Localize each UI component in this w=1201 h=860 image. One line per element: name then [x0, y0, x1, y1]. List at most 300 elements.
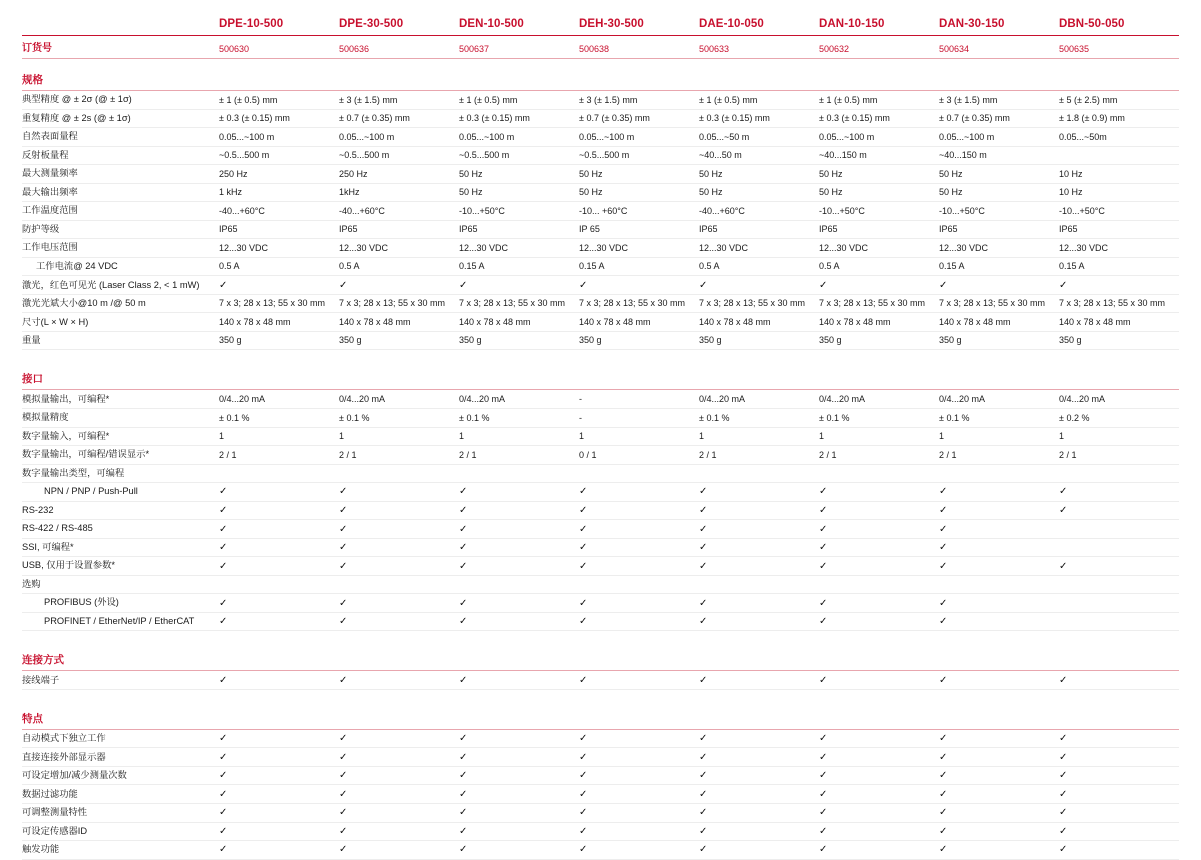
cell-dpe-10-500: 140 x 78 x 48 mm — [219, 313, 339, 332]
cell-dae-10-050: 1 — [699, 427, 819, 446]
header-label-blank — [22, 18, 219, 36]
cell-dan-10-150: 0.5 A — [819, 257, 939, 276]
check-icon: ✓ — [1059, 560, 1068, 572]
column-header-deh-30-500: DEH-30-500 — [579, 18, 699, 36]
cell-dpe-30-500: 0.05...~100 m — [339, 128, 459, 147]
cell-dae-10-050: -40...+60°C — [699, 202, 819, 221]
check-icon: ✓ — [459, 674, 468, 686]
row-label: 触发功能 — [22, 841, 219, 860]
cell-dae-10-050 — [699, 612, 819, 631]
cell-dpe-30-500 — [339, 538, 459, 557]
cell-dae-10-050: ~40...50 m — [699, 146, 819, 165]
row-label: 激光，红色可见光 (Laser Class 2, < 1 mW) — [22, 276, 219, 295]
check-icon: ✓ — [219, 807, 228, 819]
check-icon: ✓ — [219, 825, 228, 837]
check-icon: ✓ — [579, 504, 588, 516]
cell-den-10-500 — [459, 276, 579, 295]
cell-dpe-30-500 — [339, 766, 459, 785]
row-label: 模拟量精度 — [22, 408, 219, 427]
table-row — [22, 446, 1179, 465]
check-icon: ✓ — [699, 616, 708, 628]
table-row — [22, 841, 1179, 860]
cell-dpe-10-500 — [219, 483, 339, 502]
table-row — [22, 165, 1179, 184]
table-body — [22, 36, 1179, 860]
check-icon: ✓ — [579, 788, 588, 800]
cell-deh-30-500 — [579, 575, 699, 594]
cell-dan-10-150: ± 1 (± 0.5) mm — [819, 91, 939, 110]
check-icon: ✓ — [339, 616, 348, 628]
cell-den-10-500: ± 0.3 (± 0.15) mm — [459, 109, 579, 128]
cell-dpe-30-500: 2 / 1 — [339, 446, 459, 465]
cell-den-10-500 — [459, 483, 579, 502]
cell-dpe-10-500: ± 1 (± 0.5) mm — [219, 91, 339, 110]
cell-dae-10-050: 0/4...20 mA — [699, 390, 819, 409]
cell-dpe-30-500: ~0.5...500 m — [339, 146, 459, 165]
check-icon: ✓ — [339, 844, 348, 856]
cell-dbn-50-050 — [1059, 785, 1179, 804]
check-icon: ✓ — [459, 560, 468, 572]
cell-den-10-500: 1 — [459, 427, 579, 446]
cell-dpe-10-500 — [219, 276, 339, 295]
check-icon: ✓ — [819, 616, 828, 628]
cell-dpe-10-500 — [219, 822, 339, 841]
row-label: 直接连接外部显示器 — [22, 748, 219, 767]
section-header-row — [22, 358, 1179, 390]
cell-dan-30-150: 0.05...~100 m — [939, 128, 1059, 147]
column-header-dbn-50-050: DBN-50-050 — [1059, 18, 1179, 36]
cell-dae-10-050: ± 0.1 % — [699, 408, 819, 427]
row-label: 数字量输出类型，可编程 — [22, 464, 219, 483]
section-title: 规格 — [22, 59, 1179, 91]
cell-dan-30-150: IP65 — [939, 220, 1059, 239]
table-row — [22, 785, 1179, 804]
cell-dpe-30-500: 140 x 78 x 48 mm — [339, 313, 459, 332]
check-icon: ✓ — [579, 733, 588, 745]
cell-dan-10-150 — [819, 464, 939, 483]
cell-dpe-30-500: 1kHz — [339, 183, 459, 202]
check-icon: ✓ — [219, 597, 228, 609]
cell-dae-10-050 — [699, 841, 819, 860]
cell-dbn-50-050: IP65 — [1059, 220, 1179, 239]
row-label: 接线端子 — [22, 671, 219, 690]
cell-deh-30-500: -10... +60°C — [579, 202, 699, 221]
check-icon: ✓ — [459, 523, 468, 535]
cell-dbn-50-050 — [1059, 671, 1179, 690]
column-header-dan-30-150: DAN-30-150 — [939, 18, 1059, 36]
check-icon: ✓ — [459, 825, 468, 837]
cell-deh-30-500 — [579, 729, 699, 748]
check-icon: ✓ — [939, 560, 948, 572]
cell-deh-30-500 — [579, 748, 699, 767]
row-label: 尺寸(L × W × H) — [22, 313, 219, 332]
check-icon: ✓ — [219, 844, 228, 856]
cell-dan-30-150: ± 0.1 % — [939, 408, 1059, 427]
row-label: RS-232 — [22, 501, 219, 520]
spacer-cell — [22, 631, 1179, 640]
table-row — [22, 729, 1179, 748]
check-icon: ✓ — [579, 751, 588, 763]
check-icon: ✓ — [819, 597, 828, 609]
cell-dpe-10-500 — [219, 520, 339, 539]
cell-deh-30-500: 1 — [579, 427, 699, 446]
check-icon: ✓ — [219, 616, 228, 628]
check-icon: ✓ — [699, 597, 708, 609]
cell-dae-10-050: ± 0.3 (± 0.15) mm — [699, 109, 819, 128]
column-header-den-10-500: DEN-10-500 — [459, 18, 579, 36]
cell-dan-30-150 — [939, 575, 1059, 594]
table-row — [22, 671, 1179, 690]
cell-dan-10-150 — [819, 538, 939, 557]
check-icon: ✓ — [339, 807, 348, 819]
cell-dbn-50-050: 1 — [1059, 427, 1179, 446]
table-row — [22, 427, 1179, 446]
check-icon: ✓ — [459, 770, 468, 782]
check-icon: ✓ — [579, 597, 588, 609]
cell-den-10-500 — [459, 804, 579, 823]
cell-deh-30-500 — [579, 557, 699, 576]
cell-deh-30-500: ± 3 (± 1.5) mm — [579, 91, 699, 110]
cell-dpe-10-500 — [219, 671, 339, 690]
cell-dae-10-050: 50 Hz — [699, 183, 819, 202]
check-icon: ✓ — [699, 674, 708, 686]
cell-dpe-10-500 — [219, 575, 339, 594]
cell-dpe-30-500: 12...30 VDC — [339, 239, 459, 258]
check-icon: ✓ — [579, 523, 588, 535]
cell-dpe-10-500 — [219, 557, 339, 576]
cell-dan-10-150 — [819, 575, 939, 594]
cell-dan-30-150: 12...30 VDC — [939, 239, 1059, 258]
cell-dpe-10-500 — [219, 841, 339, 860]
cell-dpe-10-500: ± 0.1 % — [219, 408, 339, 427]
row-label: 反射板量程 — [22, 146, 219, 165]
check-icon: ✓ — [339, 560, 348, 572]
check-icon: ✓ — [579, 770, 588, 782]
check-icon: ✓ — [819, 523, 828, 535]
cell-dpe-10-500: 1 — [219, 427, 339, 446]
check-icon: ✓ — [459, 279, 468, 291]
cell-dan-30-150: ± 3 (± 1.5) mm — [939, 91, 1059, 110]
cell-den-10-500: ± 1 (± 0.5) mm — [459, 91, 579, 110]
cell-dbn-50-050 — [1059, 538, 1179, 557]
table-row — [22, 594, 1179, 613]
table-row — [22, 748, 1179, 767]
cell-dbn-50-050 — [1059, 520, 1179, 539]
column-header-dan-10-150: DAN-10-150 — [819, 18, 939, 36]
row-label: 订货号 — [22, 36, 219, 59]
cell-dae-10-050: 350 g — [699, 331, 819, 350]
cell-dan-10-150: -10...+50°C — [819, 202, 939, 221]
cell-dan-10-150: ± 0.1 % — [819, 408, 939, 427]
cell-dpe-30-500: 7 x 3; 28 x 13; 55 x 30 mm — [339, 294, 459, 313]
cell-dae-10-050: IP65 — [699, 220, 819, 239]
check-icon: ✓ — [699, 504, 708, 516]
check-icon: ✓ — [339, 733, 348, 745]
column-header-dae-10-050: DAE-10-050 — [699, 18, 819, 36]
cell-den-10-500 — [459, 612, 579, 631]
cell-dan-10-150 — [819, 483, 939, 502]
cell-dan-30-150 — [939, 748, 1059, 767]
check-icon: ✓ — [1059, 674, 1068, 686]
check-icon: ✓ — [339, 674, 348, 686]
cell-dae-10-050: 12...30 VDC — [699, 239, 819, 258]
cell-dan-10-150 — [819, 671, 939, 690]
check-icon: ✓ — [459, 597, 468, 609]
section-title: 连接方式 — [22, 639, 1179, 671]
row-label: 工作电压范围 — [22, 239, 219, 258]
cell-dpe-10-500: 350 g — [219, 331, 339, 350]
check-icon: ✓ — [699, 486, 708, 498]
cell-dbn-50-050: 0.05...~50m — [1059, 128, 1179, 147]
row-label: 重复精度 @ ± 2s (@ ± 1σ) — [22, 109, 219, 128]
cell-dbn-50-050 — [1059, 822, 1179, 841]
cell-deh-30-500: 350 g — [579, 331, 699, 350]
check-icon: ✓ — [459, 751, 468, 763]
section-header-row — [22, 639, 1179, 671]
cell-dbn-50-050 — [1059, 729, 1179, 748]
row-label: 选购 — [22, 575, 219, 594]
table-row — [22, 183, 1179, 202]
table-row — [22, 408, 1179, 427]
cell-dan-10-150 — [819, 785, 939, 804]
cell-dae-10-050: 0.05...~50 m — [699, 128, 819, 147]
cell-dpe-10-500: 0.05...~100 m — [219, 128, 339, 147]
row-label: RS-422 / RS-485 — [22, 520, 219, 539]
cell-dbn-50-050 — [1059, 804, 1179, 823]
cell-den-10-500 — [459, 464, 579, 483]
cell-deh-30-500: 0 / 1 — [579, 446, 699, 465]
cell-dpe-30-500: -40...+60°C — [339, 202, 459, 221]
cell-dpe-30-500: 0/4...20 mA — [339, 390, 459, 409]
cell-deh-30-500 — [579, 822, 699, 841]
cell-dpe-10-500 — [219, 766, 339, 785]
cell-dbn-50-050 — [1059, 594, 1179, 613]
cell-dpe-30-500 — [339, 785, 459, 804]
cell-dae-10-050 — [699, 276, 819, 295]
cell-dbn-50-050 — [1059, 464, 1179, 483]
check-icon: ✓ — [939, 751, 948, 763]
check-icon: ✓ — [219, 770, 228, 782]
cell-deh-30-500 — [579, 671, 699, 690]
check-icon: ✓ — [339, 486, 348, 498]
cell-dbn-50-050: 350 g — [1059, 331, 1179, 350]
cell-dae-10-050 — [699, 804, 819, 823]
check-icon: ✓ — [819, 504, 828, 516]
cell-dpe-10-500: 250 Hz — [219, 165, 339, 184]
cell-dpe-30-500 — [339, 612, 459, 631]
row-label: SSI, 可编程* — [22, 538, 219, 557]
specification-table — [22, 18, 1179, 860]
cell-dpe-30-500: IP65 — [339, 220, 459, 239]
check-icon: ✓ — [939, 674, 948, 686]
cell-den-10-500: 0/4...20 mA — [459, 390, 579, 409]
check-icon: ✓ — [939, 788, 948, 800]
cell-dan-30-150 — [939, 766, 1059, 785]
check-icon: ✓ — [579, 560, 588, 572]
cell-dbn-50-050 — [1059, 146, 1179, 165]
cell-deh-30-500 — [579, 841, 699, 860]
cell-dae-10-050 — [699, 483, 819, 502]
cell-dpe-30-500 — [339, 822, 459, 841]
row-label: 最大输出频率 — [22, 183, 219, 202]
cell-dan-30-150 — [939, 804, 1059, 823]
check-icon: ✓ — [459, 788, 468, 800]
row-label: 自动模式下独立工作 — [22, 729, 219, 748]
table-row — [22, 313, 1179, 332]
check-icon: ✓ — [939, 279, 948, 291]
cell-dpe-10-500: 500630 — [219, 36, 339, 59]
table-row — [22, 146, 1179, 165]
cell-dpe-30-500 — [339, 520, 459, 539]
cell-dpe-10-500 — [219, 538, 339, 557]
cell-dbn-50-050: 7 x 3; 28 x 13; 55 x 30 mm — [1059, 294, 1179, 313]
table-spacer-row — [22, 689, 1179, 698]
cell-dbn-50-050: 140 x 78 x 48 mm — [1059, 313, 1179, 332]
cell-dan-30-150: 50 Hz — [939, 183, 1059, 202]
cell-den-10-500 — [459, 766, 579, 785]
cell-dpe-10-500 — [219, 612, 339, 631]
cell-dbn-50-050: 10 Hz — [1059, 183, 1179, 202]
check-icon: ✓ — [1059, 751, 1068, 763]
table-row — [22, 109, 1179, 128]
cell-deh-30-500 — [579, 483, 699, 502]
cell-dan-10-150: 0.05...~100 m — [819, 128, 939, 147]
cell-den-10-500 — [459, 594, 579, 613]
check-icon: ✓ — [459, 486, 468, 498]
cell-deh-30-500: 12...30 VDC — [579, 239, 699, 258]
cell-dan-10-150 — [819, 557, 939, 576]
check-icon: ✓ — [819, 788, 828, 800]
cell-dan-10-150: 500632 — [819, 36, 939, 59]
row-label: 可调整测量特性 — [22, 804, 219, 823]
cell-dpe-10-500: 12...30 VDC — [219, 239, 339, 258]
check-icon: ✓ — [819, 807, 828, 819]
cell-dan-30-150 — [939, 501, 1059, 520]
cell-dpe-30-500 — [339, 575, 459, 594]
cell-dbn-50-050 — [1059, 483, 1179, 502]
check-icon: ✓ — [699, 751, 708, 763]
cell-dae-10-050: 50 Hz — [699, 165, 819, 184]
cell-deh-30-500 — [579, 276, 699, 295]
check-icon: ✓ — [219, 788, 228, 800]
row-label: 数字量输出，可编程/错误显示* — [22, 446, 219, 465]
check-icon: ✓ — [1059, 844, 1068, 856]
cell-dan-30-150 — [939, 483, 1059, 502]
check-icon: ✓ — [819, 279, 828, 291]
check-icon: ✓ — [939, 825, 948, 837]
cell-den-10-500 — [459, 671, 579, 690]
cell-dpe-10-500: 2 / 1 — [219, 446, 339, 465]
cell-dbn-50-050: ± 1.8 (± 0.9) mm — [1059, 109, 1179, 128]
cell-den-10-500: 12...30 VDC — [459, 239, 579, 258]
check-icon: ✓ — [699, 807, 708, 819]
cell-dan-10-150 — [819, 276, 939, 295]
cell-dae-10-050 — [699, 785, 819, 804]
check-icon: ✓ — [339, 542, 348, 554]
cell-dbn-50-050 — [1059, 748, 1179, 767]
cell-dan-10-150: 2 / 1 — [819, 446, 939, 465]
cell-dpe-30-500: ± 3 (± 1.5) mm — [339, 91, 459, 110]
cell-dan-30-150: 7 x 3; 28 x 13; 55 x 30 mm — [939, 294, 1059, 313]
cell-dae-10-050 — [699, 729, 819, 748]
cell-deh-30-500: IP 65 — [579, 220, 699, 239]
table-row — [22, 766, 1179, 785]
row-label: 工作温度范围 — [22, 202, 219, 221]
check-icon: ✓ — [219, 751, 228, 763]
cell-den-10-500: 500637 — [459, 36, 579, 59]
check-icon: ✓ — [459, 616, 468, 628]
row-label: 典型精度 @ ± 2σ (@ ± 1σ) — [22, 91, 219, 110]
section-header-row — [22, 59, 1179, 91]
check-icon: ✓ — [699, 279, 708, 291]
row-label: 重量 — [22, 331, 219, 350]
cell-dpe-10-500 — [219, 804, 339, 823]
cell-dpe-30-500: 500636 — [339, 36, 459, 59]
cell-deh-30-500 — [579, 766, 699, 785]
check-icon: ✓ — [339, 770, 348, 782]
cell-dan-30-150 — [939, 612, 1059, 631]
cell-dan-30-150: 500634 — [939, 36, 1059, 59]
spacer-cell — [22, 689, 1179, 698]
cell-deh-30-500: - — [579, 390, 699, 409]
check-icon: ✓ — [219, 523, 228, 535]
check-icon: ✓ — [579, 844, 588, 856]
cell-dan-10-150: 50 Hz — [819, 183, 939, 202]
check-icon: ✓ — [939, 486, 948, 498]
cell-dbn-50-050 — [1059, 766, 1179, 785]
cell-dbn-50-050: 2 / 1 — [1059, 446, 1179, 465]
cell-dpe-30-500 — [339, 276, 459, 295]
cell-dbn-50-050 — [1059, 612, 1179, 631]
row-label: 工作电流@ 24 VDC — [22, 257, 219, 276]
check-icon: ✓ — [1059, 279, 1068, 291]
row-label: PROFIBUS (外设) — [22, 594, 219, 613]
check-icon: ✓ — [339, 788, 348, 800]
cell-dae-10-050 — [699, 501, 819, 520]
cell-dae-10-050 — [699, 766, 819, 785]
check-icon: ✓ — [819, 733, 828, 745]
check-icon: ✓ — [819, 674, 828, 686]
cell-dpe-10-500: 7 x 3; 28 x 13; 55 x 30 mm — [219, 294, 339, 313]
cell-deh-30-500 — [579, 804, 699, 823]
cell-den-10-500: 350 g — [459, 331, 579, 350]
order-number-row — [22, 36, 1179, 59]
check-icon: ✓ — [459, 733, 468, 745]
row-label: 激光光斌大小@10 m /@ 50 m — [22, 294, 219, 313]
table-row — [22, 276, 1179, 295]
table-row — [22, 822, 1179, 841]
cell-den-10-500 — [459, 538, 579, 557]
cell-den-10-500 — [459, 748, 579, 767]
cell-deh-30-500: 140 x 78 x 48 mm — [579, 313, 699, 332]
cell-deh-30-500: - — [579, 408, 699, 427]
check-icon: ✓ — [1059, 825, 1068, 837]
check-icon: ✓ — [459, 807, 468, 819]
check-icon: ✓ — [459, 542, 468, 554]
cell-deh-30-500 — [579, 538, 699, 557]
check-icon: ✓ — [939, 770, 948, 782]
cell-dbn-50-050 — [1059, 575, 1179, 594]
cell-den-10-500 — [459, 729, 579, 748]
cell-dbn-50-050: 12...30 VDC — [1059, 239, 1179, 258]
cell-dae-10-050 — [699, 575, 819, 594]
check-icon: ✓ — [699, 542, 708, 554]
cell-dan-10-150 — [819, 594, 939, 613]
row-label: 数字量输入，可编程* — [22, 427, 219, 446]
cell-dpe-10-500: -40...+60°C — [219, 202, 339, 221]
cell-dan-30-150: -10...+50°C — [939, 202, 1059, 221]
cell-dpe-30-500: ± 0.1 % — [339, 408, 459, 427]
